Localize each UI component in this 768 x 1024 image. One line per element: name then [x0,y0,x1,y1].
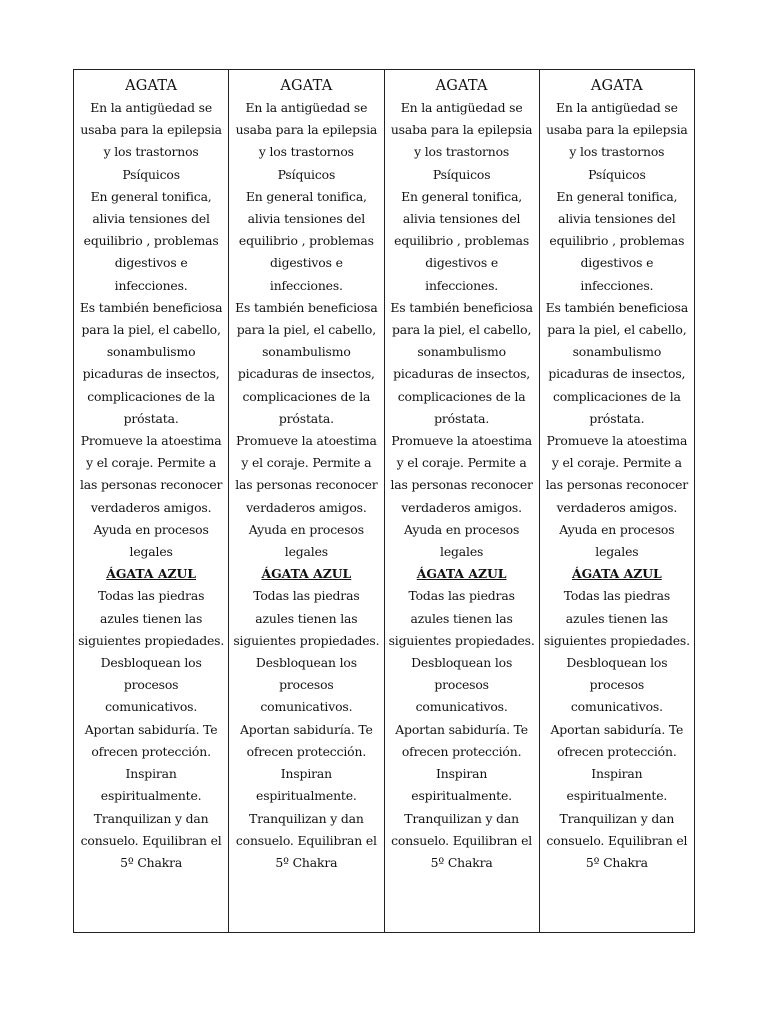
text-line: picaduras de insectos, [237,366,375,382]
section-subtitle: ÁGATA AZUL [571,566,662,582]
description-paragraph [75,808,227,875]
text-line: consuelo. Equilibran el [235,832,377,848]
text-line: Todas las piedras [563,588,671,604]
text-line: y los trastornos [103,144,199,160]
description-paragraph [386,519,538,563]
description-paragraph [75,430,227,519]
text-line: procesos [434,677,489,693]
description-paragraph [75,519,227,563]
description-paragraph [541,763,693,807]
description-paragraph [541,585,693,652]
text-line: verdaderos amigos. [401,499,522,515]
text-line: Desbloquean los [411,655,513,671]
text-line: infecciones. [269,277,343,293]
text-line: equilibrio , problemas [394,233,530,249]
text-line: procesos [279,677,334,693]
text-line: legales [284,544,328,560]
text-line: Inspiran [280,766,332,782]
text-line: próstata. [589,410,645,426]
bookmark-column [229,70,384,932]
description-paragraph [75,97,227,186]
text-line: Promueve la atoestima [80,433,222,449]
text-line: Psíquicos [277,166,336,182]
text-line: comunicativos. [570,699,663,715]
text-line: usaba para la epilepsia [235,122,378,138]
description-paragraph [541,430,693,519]
text-line: En la antigüedad se [400,100,523,115]
description-paragraph [75,297,227,430]
text-line: y los trastornos [258,144,354,160]
text-line: Ayuda en procesos [248,521,364,537]
text-line: Aportan sabiduría. Te [84,721,218,737]
text-line: equilibrio , problemas [238,233,374,249]
description-paragraph [386,652,538,719]
text-line: En general tonifica, [90,188,212,204]
bookmark-title: AGATA [590,78,643,94]
text-line: consuelo. Equilibran el [391,832,533,848]
text-line: sonambulismo [417,344,506,360]
text-line: para la piel, el cabello, [81,322,221,338]
text-line: próstata. [123,410,179,426]
text-line: y el coraje. Permite a [396,455,527,471]
bookmark-column [540,70,694,932]
text-line: En general tonifica, [556,188,678,204]
text-line: y los trastornos [414,144,510,160]
text-line: azules tienen las [565,610,668,626]
text-line: Aportan sabiduría. Te [395,721,528,737]
text-line: digestivos e [580,255,654,271]
text-line: Es también beneficiosa [79,299,223,315]
description-paragraph [230,430,382,519]
text-line: Desbloquean los [255,655,357,671]
text-line: Psíquicos [122,166,180,182]
text-line: espiritualmente. [256,788,357,804]
text-line: ofrecen protección. [557,743,677,759]
text-line: las personas reconocer [545,477,689,493]
text-line: equilibrio , problemas [83,233,219,249]
description-paragraph [75,585,227,652]
description-paragraph [230,763,382,807]
bookmark-title: AGATA [435,78,488,94]
text-line: equilibrio , problemas [549,233,685,249]
description-paragraph [75,186,227,297]
text-line: verdaderos amigos. [246,499,367,515]
text-line: próstata. [434,410,490,426]
text-line: picaduras de insectos, [393,366,531,382]
text-line: consuelo. Equilibran el [80,832,222,848]
text-line: y el coraje. Permite a [551,455,682,471]
text-line: Inspiran [125,766,177,782]
description-paragraph [541,808,693,875]
text-line: digestivos e [114,255,188,271]
description-paragraph [541,97,693,186]
text-line: Es también beneficiosa [390,299,533,315]
bookmark-column [385,70,540,932]
text-line: Inspiran [436,766,488,782]
description-paragraph [541,719,693,763]
section-subtitle: ÁGATA AZUL [416,566,507,582]
description-paragraph [230,297,382,430]
text-line: complicaciones de la [552,388,681,404]
text-line: Ayuda en procesos [559,521,675,537]
text-line: Tranquilizan y dan [93,810,209,826]
section-subtitle: ÁGATA AZUL [261,566,352,582]
text-line: Ayuda en procesos [404,521,520,537]
text-line: siguientes propiedades. [78,632,225,648]
description-paragraph [386,297,538,430]
text-line: para la piel, el cabello, [391,322,532,338]
text-line: ofrecen protección. [246,743,367,759]
description-paragraph [230,97,382,186]
text-line: picaduras de insectos, [548,366,686,382]
text-line: procesos [123,677,179,693]
text-line: las personas reconocer [235,477,378,493]
description-paragraph [75,719,227,763]
bookmark-sheet [73,69,695,933]
text-line: alivia tensiones del [92,211,210,227]
text-line: alivia tensiones del [402,211,521,227]
text-line: 5º Chakra [430,854,493,870]
description-paragraph [230,585,382,652]
description-paragraph [541,652,693,719]
text-line: usaba para la epilepsia [390,122,533,138]
text-line: azules tienen las [255,610,358,626]
text-line: azules tienen las [100,610,203,626]
text-line: Tranquilizan y dan [249,810,364,826]
text-line: En la antigüedad se [90,100,213,115]
text-line: próstata. [278,410,334,426]
text-line: las personas reconocer [79,477,223,493]
section-subtitle: ÁGATA AZUL [106,566,197,582]
text-line: usaba para la epilepsia [546,122,688,138]
text-line: comunicativos. [105,699,198,715]
text-line: Ayuda en procesos [93,521,209,537]
description-paragraph [386,808,538,875]
text-line: Promueve la atoestima [235,433,377,449]
text-line: espiritualmente. [566,788,668,804]
description-paragraph [386,186,538,297]
text-line: En general tonifica, [245,188,367,204]
text-line: digestivos e [425,255,498,271]
text-line: Promueve la atoestima [546,433,688,449]
text-line: consuelo. Equilibran el [546,832,688,848]
bookmark-title: AGATA [125,78,178,94]
text-line: 5º Chakra [585,854,648,870]
text-line: En general tonifica, [401,188,523,204]
text-line: infecciones. [580,277,654,293]
text-line: siguientes propiedades. [543,632,690,648]
description-paragraph [230,186,382,297]
description-paragraph [386,585,538,652]
text-line: Aportan sabiduría. Te [240,721,373,737]
text-line: Es también beneficiosa [545,299,689,315]
text-line: sonambulismo [106,344,196,360]
description-paragraph [230,519,382,563]
bookmark-title: AGATA [280,78,333,94]
text-line: verdaderos amigos. [556,499,678,515]
text-line: En la antigüedad se [555,100,678,115]
text-line: Psíquicos [588,166,646,182]
description-paragraph [541,297,693,430]
text-line: legales [440,544,484,560]
description-paragraph [386,719,538,763]
text-line: azules tienen las [410,610,513,626]
text-line: sonambulismo [572,344,662,360]
text-line: procesos [589,677,645,693]
text-line: legales [595,544,639,560]
description-paragraph [386,430,538,519]
text-line: legales [129,544,173,560]
description-paragraph [386,763,538,807]
text-line: Promueve la atoestima [391,433,533,449]
text-line: y el coraje. Permite a [86,455,217,471]
text-line: para la piel, el cabello, [547,322,687,338]
text-line: Tranquilizan y dan [404,810,519,826]
description-paragraph [75,652,227,719]
description-paragraph [230,719,382,763]
text-line: y los trastornos [569,144,665,160]
text-line: 5º Chakra [120,854,183,870]
text-line: Aportan sabiduría. Te [550,721,684,737]
text-line: complicaciones de la [87,388,216,404]
text-line: Todas las piedras [253,588,360,604]
text-line: Psíquicos [432,166,491,182]
text-line: 5º Chakra [275,854,338,870]
text-line: Inspiran [591,766,643,782]
description-paragraph [386,97,538,186]
description-paragraph [230,652,382,719]
text-line: Todas las piedras [97,588,205,604]
text-line: comunicativos. [415,699,508,715]
text-line: digestivos e [270,255,343,271]
text-line: Todas las piedras [408,588,515,604]
text-line: infecciones. [114,277,188,293]
text-line: siguientes propiedades. [388,632,535,648]
text-line: alivia tensiones del [558,211,676,227]
text-line: complicaciones de la [242,388,371,404]
text-line: En la antigüedad se [245,100,368,115]
text-line: Desbloquean los [566,655,668,671]
text-line: espiritualmente. [411,788,512,804]
text-line: complicaciones de la [397,388,526,404]
description-paragraph [230,808,382,875]
text-line: y el coraje. Permite a [241,455,372,471]
text-line: picaduras de insectos, [82,366,220,382]
description-paragraph [75,763,227,807]
bookmark-column [74,70,229,932]
description-paragraph [541,186,693,297]
text-line: alivia tensiones del [247,211,366,227]
text-line: comunicativos. [260,699,353,715]
text-line: para la piel, el cabello, [236,322,377,338]
text-line: usaba para la epilepsia [80,122,222,138]
text-line: verdaderos amigos. [90,499,212,515]
text-line: Tranquilizan y dan [559,810,675,826]
text-line: siguientes propiedades. [233,632,380,648]
text-line: ofrecen protección. [401,743,522,759]
text-line: Desbloquean los [100,655,202,671]
text-line: infecciones. [425,277,499,293]
description-paragraph [541,519,693,563]
text-line: Es también beneficiosa [235,299,378,315]
text-line: espiritualmente. [100,788,202,804]
text-line: ofrecen protección. [91,743,211,759]
text-line: sonambulismo [262,344,351,360]
text-line: las personas reconocer [390,477,533,493]
